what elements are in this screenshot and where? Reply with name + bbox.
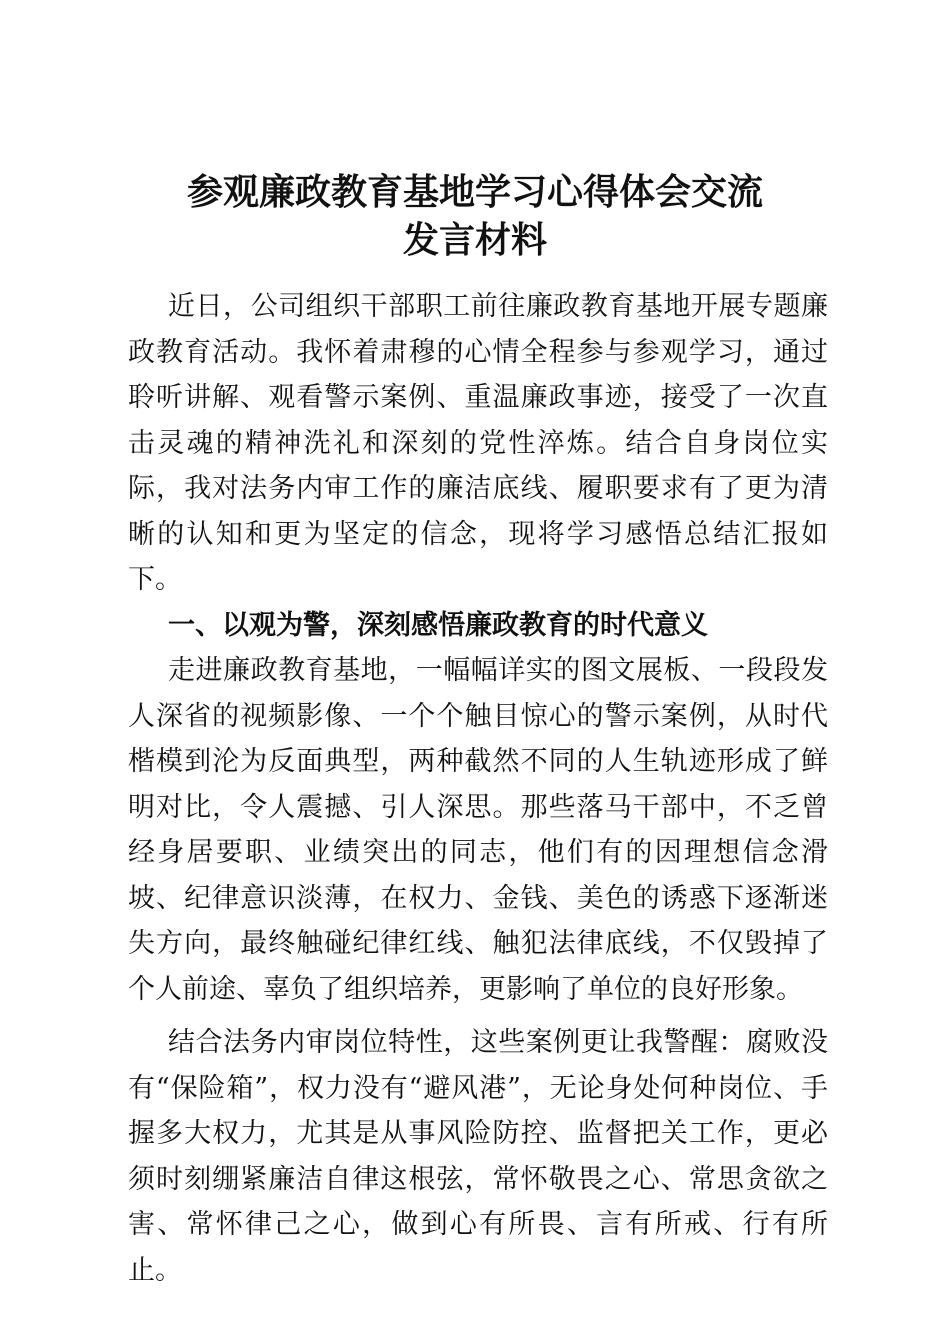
title-line-2: 发言材料 bbox=[402, 219, 547, 261]
paragraph-spacer bbox=[128, 1012, 828, 1020]
section-heading-1: 一、以观为警，深刻感悟廉政教育的时代意义 bbox=[168, 609, 708, 641]
intro-paragraph: 近日，公司组织干部职工前往廉政教育基地开展专题廉政教育活动。我怀着肃穆的心情全程参与参观学习，通过聆听讲解、观看警示案例、重温廉政事迹，接受了一次直击灵魂的精神洗礼和深刻的党性淬炼。结合自身岗位实际，我对法务内审工作的廉洁底线、履职要求有了更为清晰的认知和更为坚定的信念，现将学习感悟总结汇报如下。 bbox=[128, 291, 828, 595]
title-line-1: 参观廉政教育基地学习心得体会交流 bbox=[186, 171, 763, 213]
body-paragraph-1: 走进廉政教育基地，一幅幅详实的图文展板、一段段发人深省的视频影像、一个个触目惊心的警示案例，从时代楷模到沦为反面典型，两种截然不同的人生轨迹形成了鲜明对比，令人震撼、引人深思。那些落马干部中，不乏曾经身居要职、业绩突出的同志，他们有的因理想信念滑坡、纪律意识淡薄，在权力、金钱、美色的诱惑下逐渐迷失方向，最终触碰纪律红线、触犯法律底线，不仅毁掉了个人前途、辜负了组织培养，更影响了单位的良好形象。 bbox=[128, 655, 828, 1005]
document-body bbox=[128, 284, 828, 1293]
body-paragraph-2: 结合法务内审岗位特性，这些案例更让我警醒：腐败没有“保险箱”，权力没有“避风港”，无论身处何种岗位、手握多大权力，尤其是从事风险防控、监督把关工作，更必须时刻绷紧廉洁自律这根弦，常怀敬畏之心、常思贪欲之害、常怀律己之心，做到心有所畏、言有所戒、行有所止。 bbox=[128, 1027, 828, 1286]
document-title bbox=[0, 168, 950, 264]
